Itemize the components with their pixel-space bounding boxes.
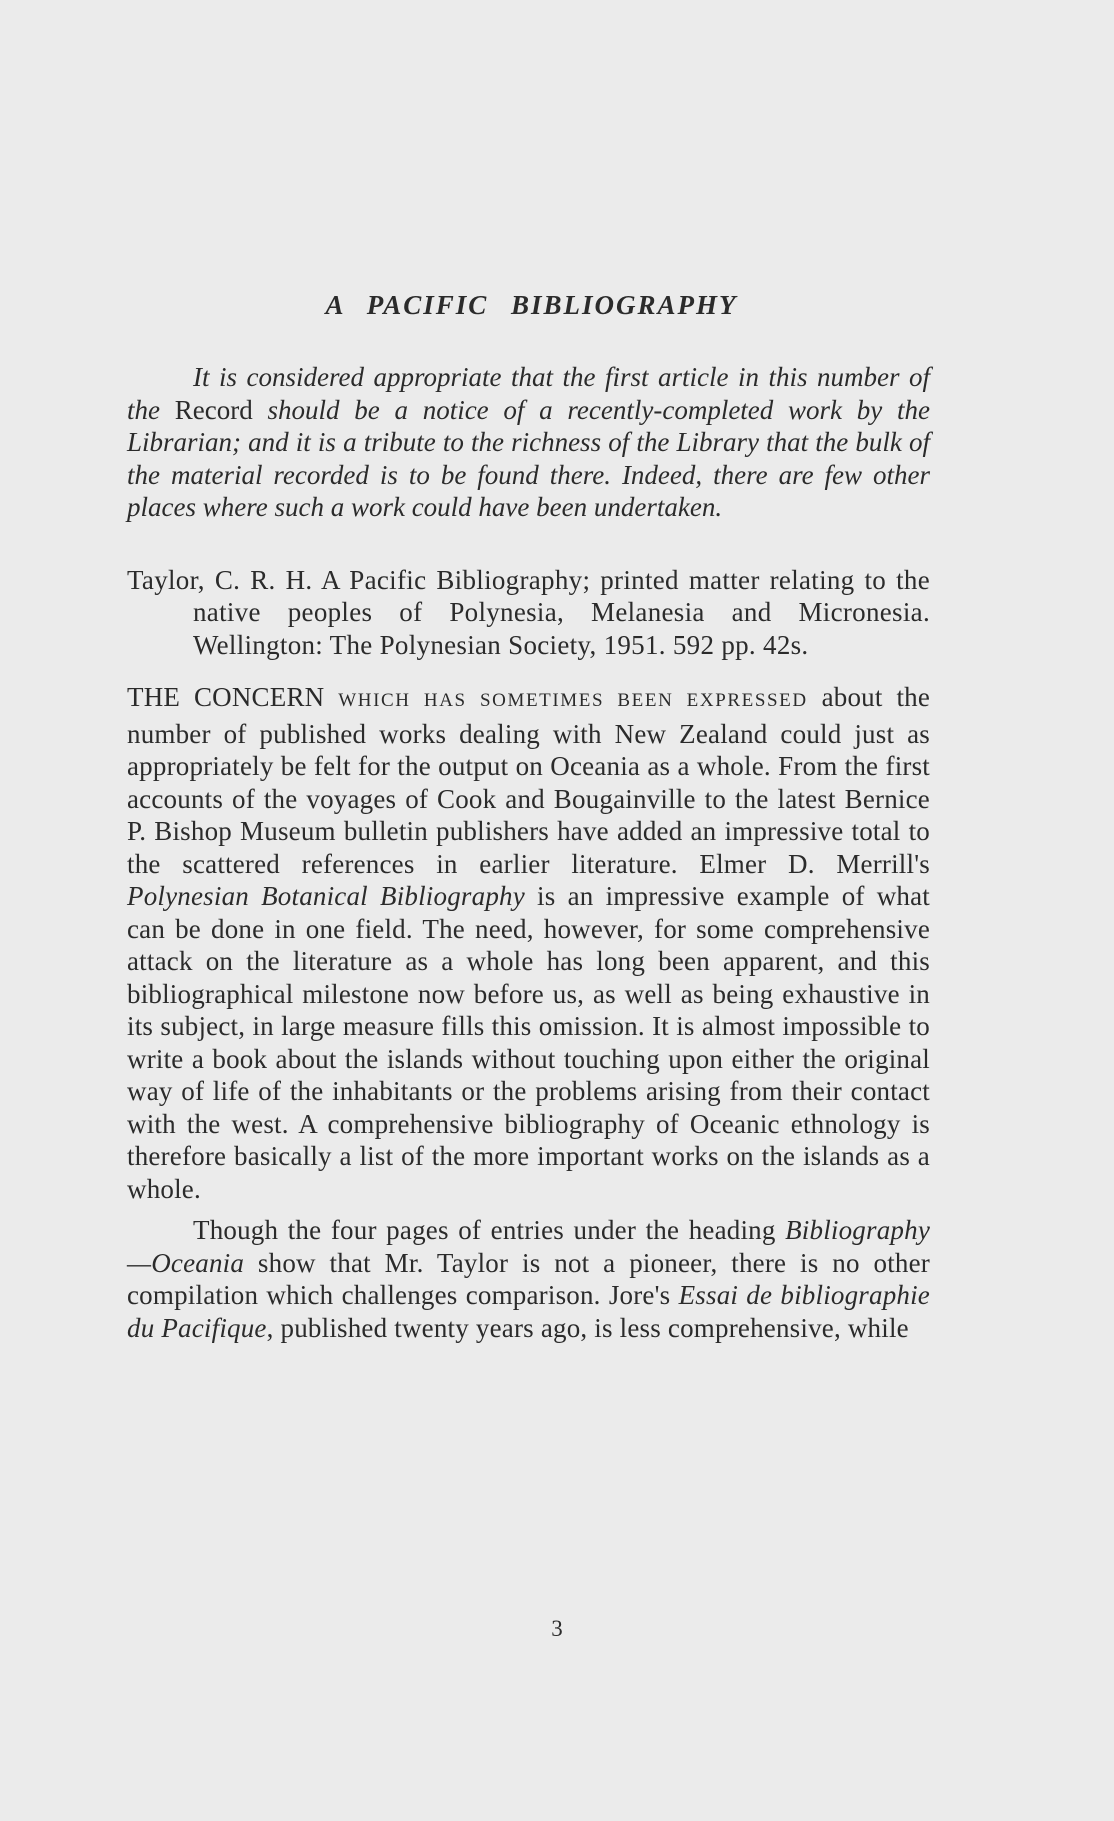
intro-text-start: It is considered appropriate that the first article in this number of the (127, 362, 930, 425)
page-number: 3 (551, 1616, 563, 1641)
para2-text-c: , published twenty years ago, is less comprehensive, while (266, 1312, 909, 1343)
jore-title: Essai de bibliographie du Pacifique (127, 1280, 930, 1343)
editorial-intro (127, 361, 930, 524)
para2-text-a: Though the four pages of entries under the heading (193, 1215, 776, 1245)
body-paragraph-2 (127, 1214, 930, 1344)
merrill-title: Polynesian Botanical Bibliography (127, 881, 525, 911)
para1-text-b: is an impressive example of what can be done in one field. The need, however, for some comprehensive attack on the literature as a whole has long been apparent, and this bibliographical milestone now before us, as well as being exhaustive in its subject, in large measure fills this omission. It is almost impossible to write a book about the islands without touching upon either the original way of life of the inhabitants or the problems arising from their contact with the west. A comprehensive bibliography of Oceanic ethnology is therefore basically a list of the more important works on the islands as a whole. (127, 881, 930, 1204)
book-citation: Taylor, C. R. H. A Pacific Bibliography; printed matter relating to the native peoples of Polynesia, Melanesia and Micronesia. Wellington: The Polynesian Society, 1951. 592 pp. 42s. (127, 564, 930, 660)
article-page (127, 290, 930, 1344)
record-word: Record (174, 394, 253, 425)
lead-smallcaps: WHICH HAS SOMETIMES BEEN EXPRESSED (338, 690, 808, 711)
body-paragraph-1 (127, 681, 930, 1205)
intro-text-end: should be a notice of a recently-completed work by the Librarian; and it is a tribute to the richness of the Library that the bulk of the material recorded is to be found there. Indeed, there are few other places where such a work could have been undertaken. (127, 394, 931, 522)
para2-text-b: show that Mr. Taylor is not a pioneer, there is no other compilation which challenges comparison. Jore's (127, 1247, 930, 1310)
lead-caps: THE CONCERN (127, 682, 325, 712)
oceania-heading: Bibliography—Oceania (127, 1215, 930, 1278)
article-title: A PACIFIC BIBLIOGRAPHY (325, 290, 738, 320)
para1-text-a: about the number of published works dealing with New Zealand could just as appropriately be felt for the output on Oceania as a whole. From the first accounts of the voyages of Cook and Bougainville to the latest Bernice P. Bishop Museum bulletin publishers have added an impressive total to the scattered references in earlier literature. Elmer D. Merrill's (127, 682, 931, 879)
